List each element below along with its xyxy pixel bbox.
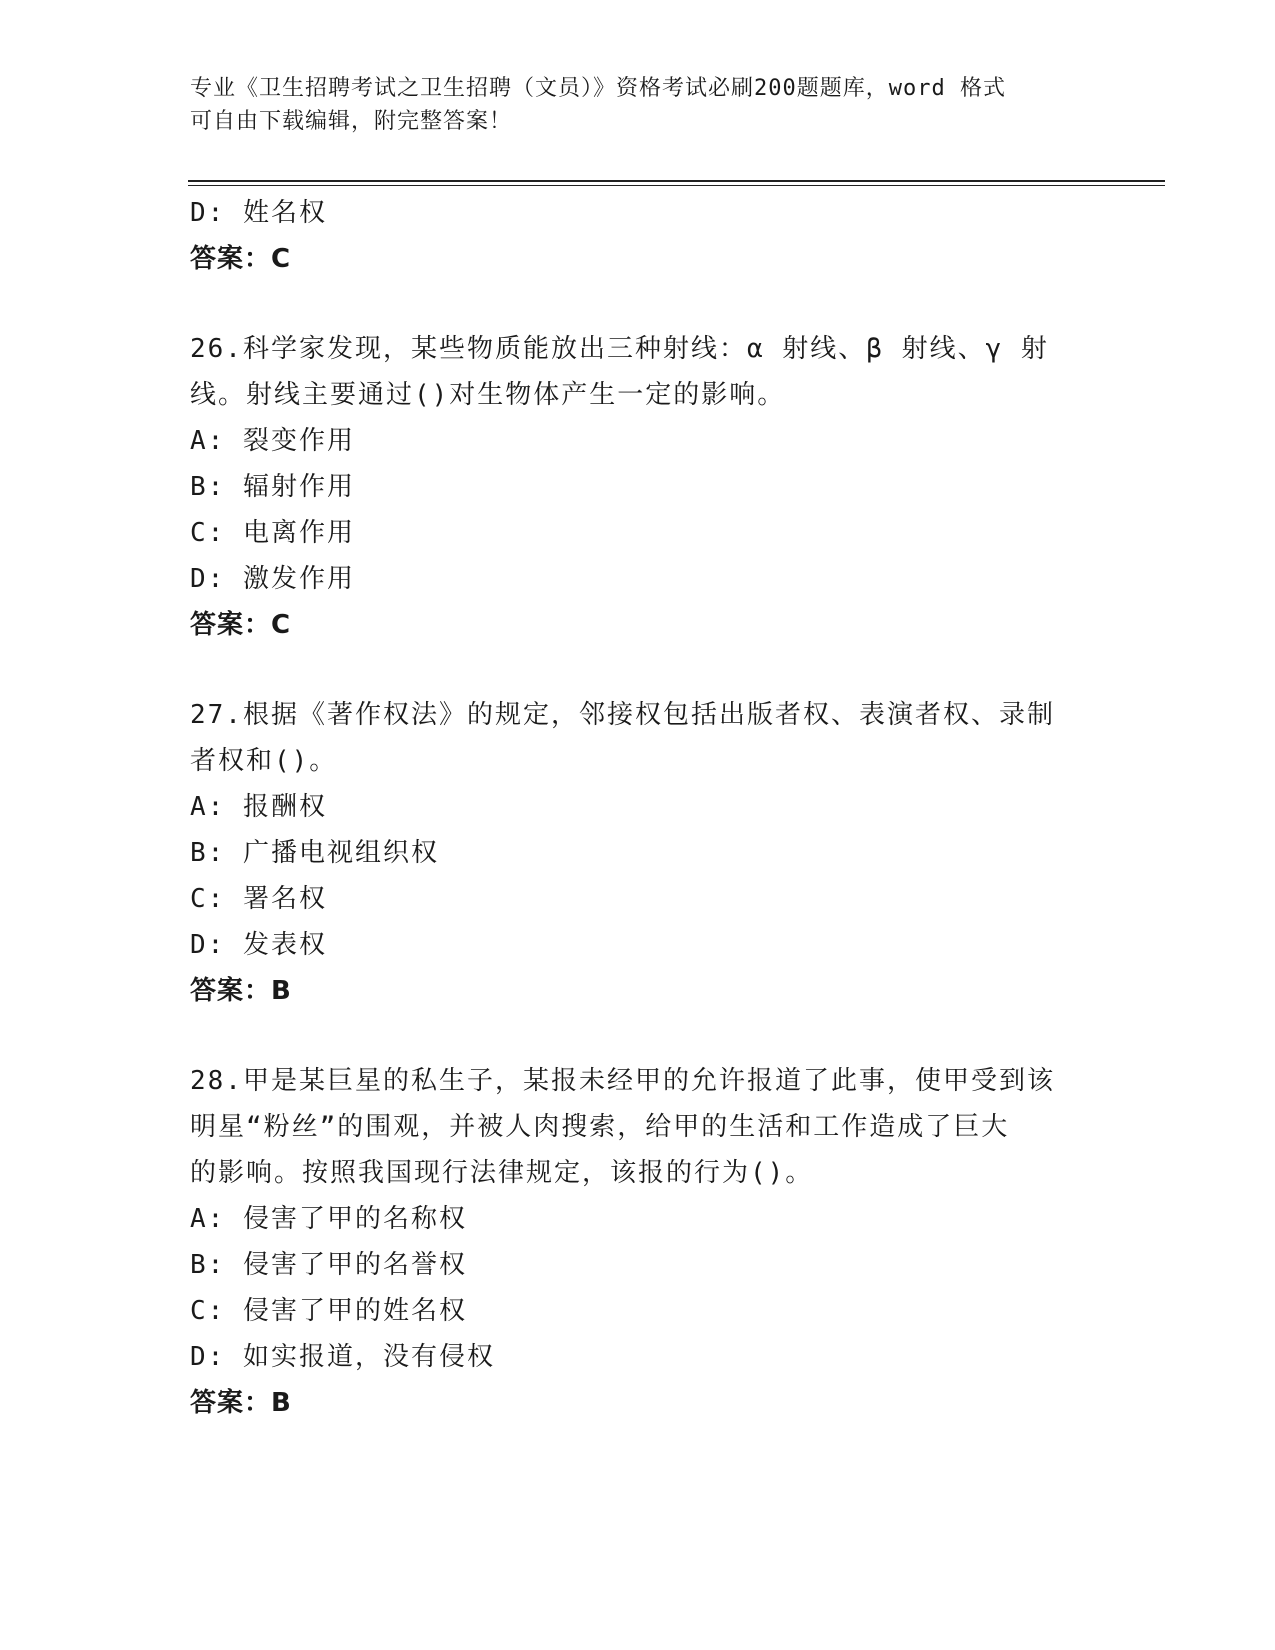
question-text-line: 26.科学家发现，某些物质能放出三种射线：α 射线、β 射线、γ 射	[190, 334, 1049, 364]
option-c: C: 署名权	[190, 884, 327, 914]
question-text-line: 28.甲是某巨星的私生子，某报未经甲的允许报道了此事，使甲受到该	[190, 1066, 1055, 1096]
previous-question-tail	[190, 190, 1090, 282]
option-d: D: 激发作用	[190, 564, 355, 594]
option-b: B: 广播电视组织权	[190, 838, 439, 868]
option-b: B: 侵害了甲的名誉权	[190, 1250, 467, 1280]
header-divider	[188, 180, 1165, 186]
option-d: D: 如实报道，没有侵权	[190, 1342, 495, 1372]
answer-label: 答案：B	[190, 1388, 292, 1418]
option-d: D: 姓名权	[190, 198, 327, 228]
option-a: A: 报酬权	[190, 792, 327, 822]
question-text-line: 线。射线主要通过()对生物体产生一定的影响。	[190, 380, 786, 410]
question-27	[190, 692, 1090, 1014]
answer-label: 答案：C	[190, 244, 292, 274]
answer-label: 答案：C	[190, 610, 292, 640]
option-a: A: 侵害了甲的名称权	[190, 1204, 467, 1234]
question-text-line: 明星“粉丝”的围观，并被人肉搜索，给甲的生活和工作造成了巨大	[190, 1112, 1010, 1142]
document-header	[190, 72, 1090, 138]
answer-label: 答案：B	[190, 976, 292, 1006]
option-d: D: 发表权	[190, 930, 327, 960]
question-26	[190, 326, 1090, 648]
option-c: C: 电离作用	[190, 518, 355, 548]
option-a: A: 裂变作用	[190, 426, 355, 456]
header-line-2: 可自由下载编辑，附完整答案！	[190, 109, 513, 134]
question-list	[190, 190, 1090, 1426]
header-line-1: 专业《卫生招聘考试之卫生招聘（文员）》资格考试必刷200题题库，word 格式	[190, 76, 1006, 101]
option-b: B: 辐射作用	[190, 472, 355, 502]
question-text-line: 者权和()。	[190, 746, 338, 776]
question-text-line: 的影响。按照我国现行法律规定，该报的行为()。	[190, 1158, 814, 1188]
question-28	[190, 1058, 1090, 1426]
question-text-line: 27.根据《著作权法》的规定，邻接权包括出版者权、表演者权、录制	[190, 700, 1055, 730]
option-c: C: 侵害了甲的姓名权	[190, 1296, 467, 1326]
